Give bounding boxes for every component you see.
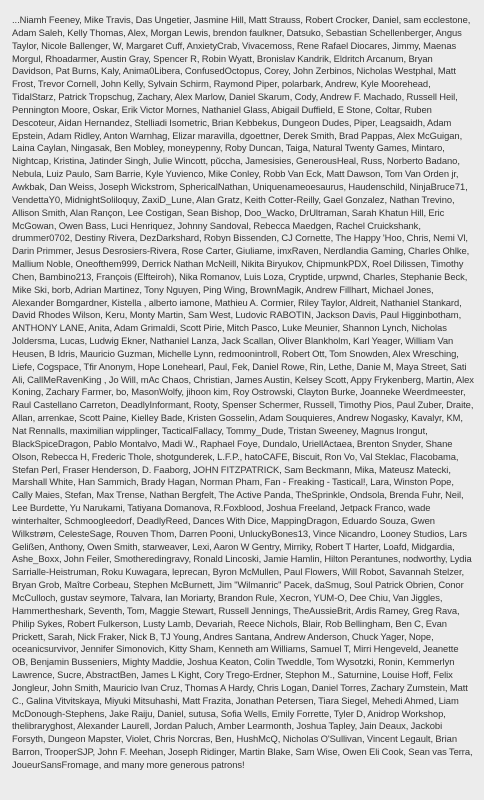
patron-credits-text: ...Niamh Feeney, Mike Travis, Das Ungetier, Jasmine Hill, Matt Strauss, Robert Crocker, Daniel, sam ecclestone, Adam Saleh, Kelly Thomas, Alex, Morgan Lewis, brendon faulkner, Datsuko, Sebastian Schellenberger, Angus Taylor, Nicole Ballenger, W, Margaret Cuff, AnxietyCrab, Vivacemoss, Rene Rafael Diocares, Jimmy, Maenas Morgul, Rhoadarmer, Austin Gray, Spencer R, Robin Wyatt, Bronislav Kandrik, Eldritch Arcanum, Bryan Davidson, Pat Burns, Kaly, Anima0Libera, ConfusedOctopus, Corey, John Zerbinos, Nicholas Westphal, Matt Frost, Trevor Cornell, John Kelly, Sylvain Schirm, Raymond Piper, polarbark, Andrew, Kyle Moorehead, TidalStarz, Patrick Tropschug, Zachary, Alex Marlow, Daniel Skarum, Cody, Andrew F. Machado, Russell Heil, Pennington Moore, Oskar, Erik Victor Mornes, Nathaniel Glass, Abigail Duffield, E Stone, Coltar, Ruben Descoteur, Aidan Hernandez, Stelliadi Isometric, Brian Kebbekus, Dungeon Dudes, Piper, Leagsaidh, Adam Epstein, Adam Ridley, Anton Warnhag, Elizar maravilla, dgoettner, Derek Smith, Brad Pappas, Alex McGuigan, Laina Caylan, Ningasak, Ben Mobley, moneypenny, Roby Duncan, Taiga, Natural Twenty Games, Mintaro, Nightcap, Kristina, Jatinder Singh, Julie Wincott, pŭccha, Jamesisies, GenerousHeal, Russ, Norberto Badano, Nebula, Luiz Paulo, Sam Barrie, Kyle Yuvienco, Mike Conley, Robb Van Eck, Matt Dawson, Tom Van Orden jr, Awkbak, Dan Weiss, Joseph Wickstrom, SphericalNathan, Uniquenameoesaurus, Haudenschild, NinjaBruce71, VendettaY0, MidnightSoliloquy, ZaxiD_Lune, Alan Gratz, Keith Cotter-Reilly, Gael Gonzalez, Nathan Trevino, Allison Smith, Alan Rançon, Lee Costigan, Sean Bishop, Doo_Wacko, DrUltraman, Sarah Khatun Hill, Eric McGowan, Owen Bass, Luci Henriquez, Johnny Sandoval, Rebecca Maedgen, Rachel Cruickshank, drummer0702, Destiny Rivera, DezDarkshard, Robyn Bissenden, CJ Cornette, The Happy 'Hoo, Chris, Nemi Vl, Darin Primmer, Jesus Desrosiers-Rivera, Rose Carter, Giuliame, imxRaven, Nerdlandia Gaming, Charles Ohlke, Mallium Noble, Oneofthem999, Derrick Nathan McNeill, Nikita Biryukov, ChipmunkPDX, Roel Dilissen, Timothy Chen, Bambino213, François (Elfteiroh), Nika Romanov, Luis Loza, Cryptide, urpwnd, Charles, Stephanie Beck, Mike Ski, borb, Adrian Martinez, Tony Nguyen, Ping Wing, BrownMagik, Andrew Fillhart, Michael Jones, Alexander Bomgardner, Kistella , alberto iamone, Mathieu A. Cormier, Riley Taylor, Aldreit, Nathaniel Stankard, David Rhodes Wilson, Keru, Monty Martin, Sam West, Ludovic RABOTIN, Jackson Davis, Paul Higginbotham, ANTHONY LANE, Anita, Adam Grimaldi, Scott Pirie, Mitch Pasco, Luke Meunier, Shannon Lynch, Nicholas Joldersma, Lucas, Ludwig Ekner, Nathaniel Lanza, Jack Scallan, Oliver Blankholm, Karl Yeager, William Van Heusen, B Idris, Mauricio Guzman, Michelle Lynn, redmoonintroll, Robert Ott, Tom Snowden, Alex Wresching, Liefe, Cogspace, Tfir Anonym, Hope Lonehearl, Paul, Fek, Daniel Rowe, Rin, Lethe, Danie M, Maya Street, Sati Ali, CallMeRavenKing , Jo Will, mAc Chaos, Christian, James Austin, Kelsey Scott, Appy Frykenberg, Martin, Alex Koning, Zachary Farmer, bo, MasonWolfy, jihoon kim, Roy Ostrowski, Clayton Burke, Joanneke Weerdmeester, Raul Castellano Carreton, DeadlyInformant, Rooty, Spenser Schermer, Russell, Timothy Pios, Paul Zuber, Draite, Allan, arrenkae, Scott Paine, Kielley Bade, Kristen Gosselin, Adam Souquieres, Andrew Nogasky, Kavalyr, KM, Nat Rennalls, maximilian wipplinger, TacticalFallacy, Tommy_Dude, Tristan Sweeney, Magnus Irongut, BlackSpiceDragon, Pablo Montalvo, Madi W., Raphael Foye, Dundalo, UriellActaea, Brenton Snyder, Shane Olson, Rebecca H, Frederic Thole, shotgunderek, L.F.P., hatoCAFE, Biscuit, Ron Vo, Val Steklac, Flacobama, Stefan Perl, Fraser Henderson, D. Faaborg, JOHN FITZPATRICK, Sam Beckmann, Mika, Mateusz Matecki, Marshall White, Han Sammich, Brady Hagan, Norman Pham, Fan - Freaking - Tastical!, Lara, Winston Pope, Cally Maies, Stefan, Max Trense, Nathan Bergfelt, The Active Panda, TheSprinkle, Ondsola, Brenda Fuhr, Neil, Lee Burdette, Yu Narukami, Tatiyana Domanova, R.Foxblood, Joshua Freeland, Jetpack Franco, wade winterhalter, Schmoogleedorf, DeadlyReed, Dances With Dice, MappingDragon, Eduardo Souza, Gwen Wilkstrøm, CelesteSage, Rouven Thom, Darren Pooni, UnluckyBones13, Vince Nicandro, Looney Studios, Lars Gelißen, Anthony, Owen Smith, starweaver, Lexi, Aaron W Gentry, Mirriky, Robert T Harter, Loafd, Midgardia, Ashe_Boxx, John Feiler, Smotheredingravy, Ronald Lincoski, Jamie Hamlin, Hilton Perantunes, nodworthy, Lydia Sarrialle-Heistruman, Roku Kuwagara, leprecan, Byron McMullen, Paul Flowers, Will Robot, Savannah Stelzer, Bryan Grob, Maître Corbeau, Stephen McBurnett, Jim "Wilmanric" Pacek, daSmug, Soul Patrick Obrien, Conor McCulloch, gustav seymore, Talvara, Ian Moriarty, Brandon Rule, Xecron, YUM-O, Dee Chiu, Van Jiggles, Hammertheshark, Seventh, Tom, Maggie Stewart, Russell Jennings, TheAussieBrit, Ardis Ramey, Greg Rava, Philip Sykes, Robert Fulkerson, Lusty Lamb, Devariah, Reece Nichols, Blair, Rob Bellingham, Ben C, Evan Prickett, Sarah, Nick Fraker, Nick B, TJ Young, Andres Santana, Andrew Anderson, Chuck Yager, Nope, oceanicsurvivor, Jennifer Simonovich, Kitty Sham, Kenneth am Williams, Samuel T, Mirri Hengeveld, Jeanette OB, Benjamin Busseniers, Mighty Maddie, Joshua Keaton, Colin Tweddle, Tom Wysotzki, Ronin, Kemmerlyn Lawrence, Sucre, AbstractBen, James L Kight, Cory Trego-Erdner, Stephon M., Saturnine, Louise Hoff, Felix Jongleur, John Smith, Mauricio Ivan Cruz, Thomas A Hardy, Chris Logan, Daniel Torres, Zachary Zumstein, Matt C., Galina Vitvitskaya, Miyuki Mitsuhashi, Matt Frazita, Jonathan Petersen, Tiara Siegel, Mehedi Ahmed, Liam McDonough-Stephens, Jake Raiju, Daniel, sutusa, Sofia Wells, Emily Forrette, Tyler D, Anidrop Workshop, thelibraryghost, Alexander Laurell, Jordan Paluch, Amber Learmonth, Joshua Tapley, Jain Deaux, Jackobi Forsyth, Dungeon Mapster, Violet, Chris Norcras, Ben, HushMcQ, Nicholas O'Sullivan, Vincent Legault, Brian Barron, TrooperSJP, John F. Meehan, Joseph Ridinger, Martin Blake, Sam Wise, Owen Eli Cook, Sean vas Terra, JoueurSansFromage, and many more generous patrons! — [12, 14, 474, 770]
